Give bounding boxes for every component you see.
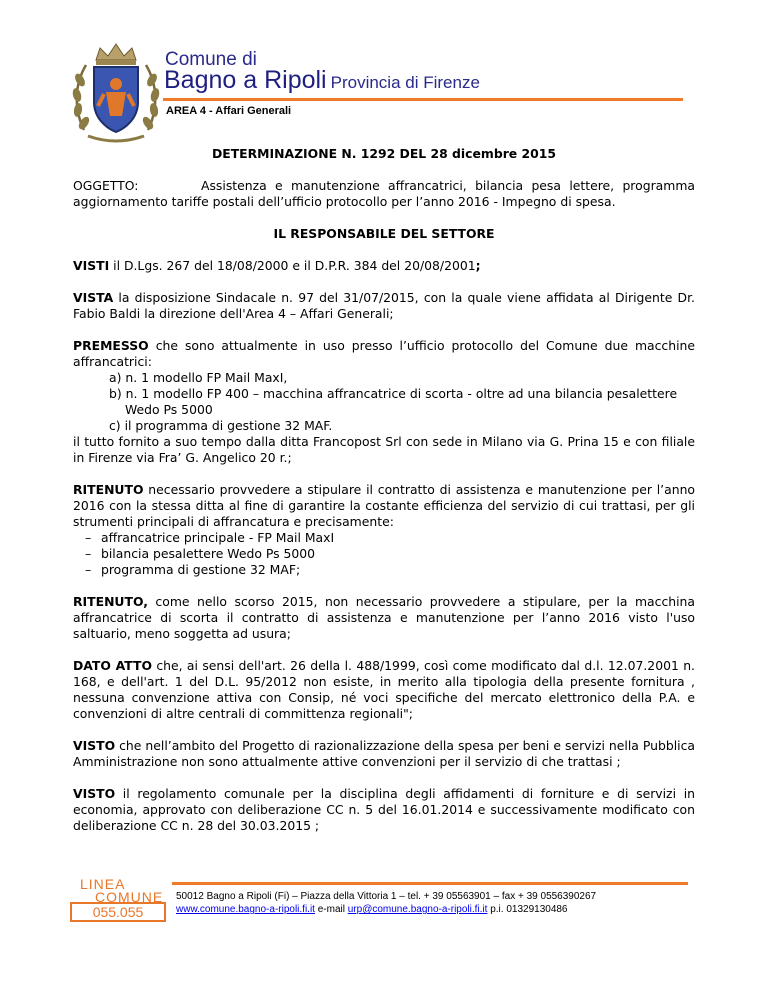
logo-phone-number: 055.055 <box>70 902 166 922</box>
paragraph-visto-2 <box>73 786 695 834</box>
paragraph-premesso <box>73 338 695 466</box>
town-name: Bagno a Ripoli <box>164 66 327 94</box>
list-item <box>73 562 695 578</box>
list-item <box>73 546 695 562</box>
paragraph-text: necessario provvedere a stipulare il contratto di assistenza e manutenzione per l’anno 2016 con la stessa ditta al fine di garantire la costante efficienza del servizio di cui trattasi, per gli strumenti principali di affrancatura e precisamente: <box>73 482 695 529</box>
email-label: e-mail <box>317 904 345 915</box>
subject-paragraph <box>73 178 695 210</box>
province-name: Provincia di Firenze <box>330 73 480 92</box>
header-divider <box>163 98 683 101</box>
logo-linea-text: LINEA <box>80 876 126 892</box>
premesso-intro <box>73 338 695 370</box>
paragraph-lead: VISTO <box>73 786 116 801</box>
paragraph-text: il regolamento comunale per la disciplina degli affidamenti di forniture e di servizi in economia, approvato con deliberazione CC n. 5 del 16.01.2014 e successivamente modificato con deliberazione CC n. 28 del 30.03.2015 ; <box>73 786 695 833</box>
list-item <box>73 386 695 418</box>
list-marker: – <box>85 546 92 561</box>
paragraph-lead: VISTO <box>73 738 116 753</box>
paragraph-text: come nello scorso 2015, non necessario provvedere a stipulare, per la macchina affrancatrice di scorta il contratto di assistenza e manutenzione per l’anno 2016 visto l'uso saltuario, meno soggetta ad usura; <box>73 594 695 641</box>
town-title <box>164 66 480 95</box>
paragraph-visti <box>73 258 695 274</box>
list-marker: – <box>85 562 92 577</box>
list-item-text: bilancia pesalettere Wedo Ps 5000 <box>101 546 316 561</box>
comune-label: Comune di <box>165 49 257 70</box>
list-item-text: n. 1 modello FP Mail MaxI, <box>125 370 288 385</box>
paragraph-text: che sono attualmente in uso presso l’ufficio protocollo del Comune due macchine affrancatrici: <box>73 338 695 369</box>
list-marker: a) <box>109 370 122 385</box>
footer-contacts <box>176 904 568 915</box>
paragraph-lead: VISTA <box>73 290 114 305</box>
footer-address: 50012 Bagno a Ripoli (Fi) – Piazza della Vittoria 1 – tel. + 39 05563901 – fax + 39 0556390267 <box>176 891 597 902</box>
ritenuto-intro <box>73 482 695 530</box>
paragraph-lead: VISTI <box>73 258 110 273</box>
subject-text: Assistenza e manutenzione affrancatrici, bilancia pesa lettere, programma aggiornamento tariffe postali dell’ufficio protocollo per l’anno 2016 - Impegno di spesa. <box>73 178 695 209</box>
area-label: AREA 4 - Affari Generali <box>166 105 292 117</box>
list-item-text: n. 1 modello FP 400 – macchina affrancatrice di scorta - oltre ad una bilancia pesalettere Wedo Ps 5000 <box>125 386 678 417</box>
list-item-text: il programma di gestione 32 MAF. <box>124 418 333 433</box>
footer-divider <box>172 882 688 885</box>
ritenuto-list <box>73 530 695 578</box>
premesso-closing: il tutto fornito a suo tempo dalla ditta Francopost Srl con sede in Milano via G. Prina 15 e con filiale in Firenze via Fra’ G. Angelico 20 r.; <box>73 434 695 465</box>
coat-of-arms-icon <box>66 40 166 144</box>
list-item <box>73 370 695 386</box>
list-item <box>73 418 695 434</box>
paragraph-ritenuto-1 <box>73 482 695 578</box>
paragraph-text: il D.Lgs. 267 del 18/08/2000 e il D.P.R. 384 del 20/08/2001 <box>109 258 476 273</box>
website-link[interactable]: www.comune.bagno-a-ripoli.fi.it <box>176 904 315 915</box>
list-marker: – <box>85 530 92 545</box>
list-item <box>73 530 695 546</box>
paragraph-tail: ; <box>475 258 481 273</box>
subject-label: OGGETTO: <box>73 178 139 193</box>
paragraph-dato-atto <box>73 658 695 722</box>
list-marker: c) <box>109 418 121 433</box>
premesso-list <box>73 370 695 434</box>
email-link[interactable]: urp@comune.bagno-a-ripoli.fi.it <box>347 904 488 915</box>
paragraph-vista <box>73 290 695 322</box>
paragraph-lead: RITENUTO, <box>73 594 148 609</box>
paragraph-text: che nell’ambito del Progetto di razionalizzazione della spesa per beni e servizi nella Pubblica Amministrazione non sono attualmente attive convenzioni per il servizio di che trattasi ; <box>73 738 695 769</box>
paragraph-lead: DATO ATTO <box>73 658 152 673</box>
paragraph-lead: RITENUTO <box>73 482 144 497</box>
paragraph-visto-1 <box>73 738 695 770</box>
responsible-heading: IL RESPONSABILE DEL SETTORE <box>273 226 495 241</box>
paragraph-ritenuto-2 <box>73 594 695 642</box>
paragraph-lead: PREMESSO <box>73 338 149 353</box>
list-item-text: programma di gestione 32 MAF; <box>101 562 301 577</box>
paragraph-text: che, ai sensi dell'art. 26 della l. 488/1999, così come modificato dal d.l. 12.07.2001 n. 168, e dell'art. 1 del D.L. 95/2012 non esiste, in merito alla tipologia della presente fornitura , nessuna convenzione attiva con Consip, né voci specifiche del mercato elettronico della P.A. e convenzioni di altre centrali di committenza regionali"; <box>73 658 695 721</box>
paragraph-text: la disposizione Sindacale n. 97 del 31/07/2015, con la quale viene affidata al Dirigente Dr. Fabio Baldi la direzione dell'Area 4 – Affari Generali; <box>73 290 695 321</box>
list-marker: b) <box>109 386 122 401</box>
determination-title: DETERMINAZIONE N. 1292 DEL 28 dicembre 2015 <box>211 146 557 161</box>
logo-comune-text: COMUNE <box>95 889 164 905</box>
document-body <box>73 146 695 850</box>
vat-number: p.i. 01329130486 <box>490 904 568 915</box>
list-item-text: affrancatrice principale - FP Mail MaxI <box>101 530 335 545</box>
